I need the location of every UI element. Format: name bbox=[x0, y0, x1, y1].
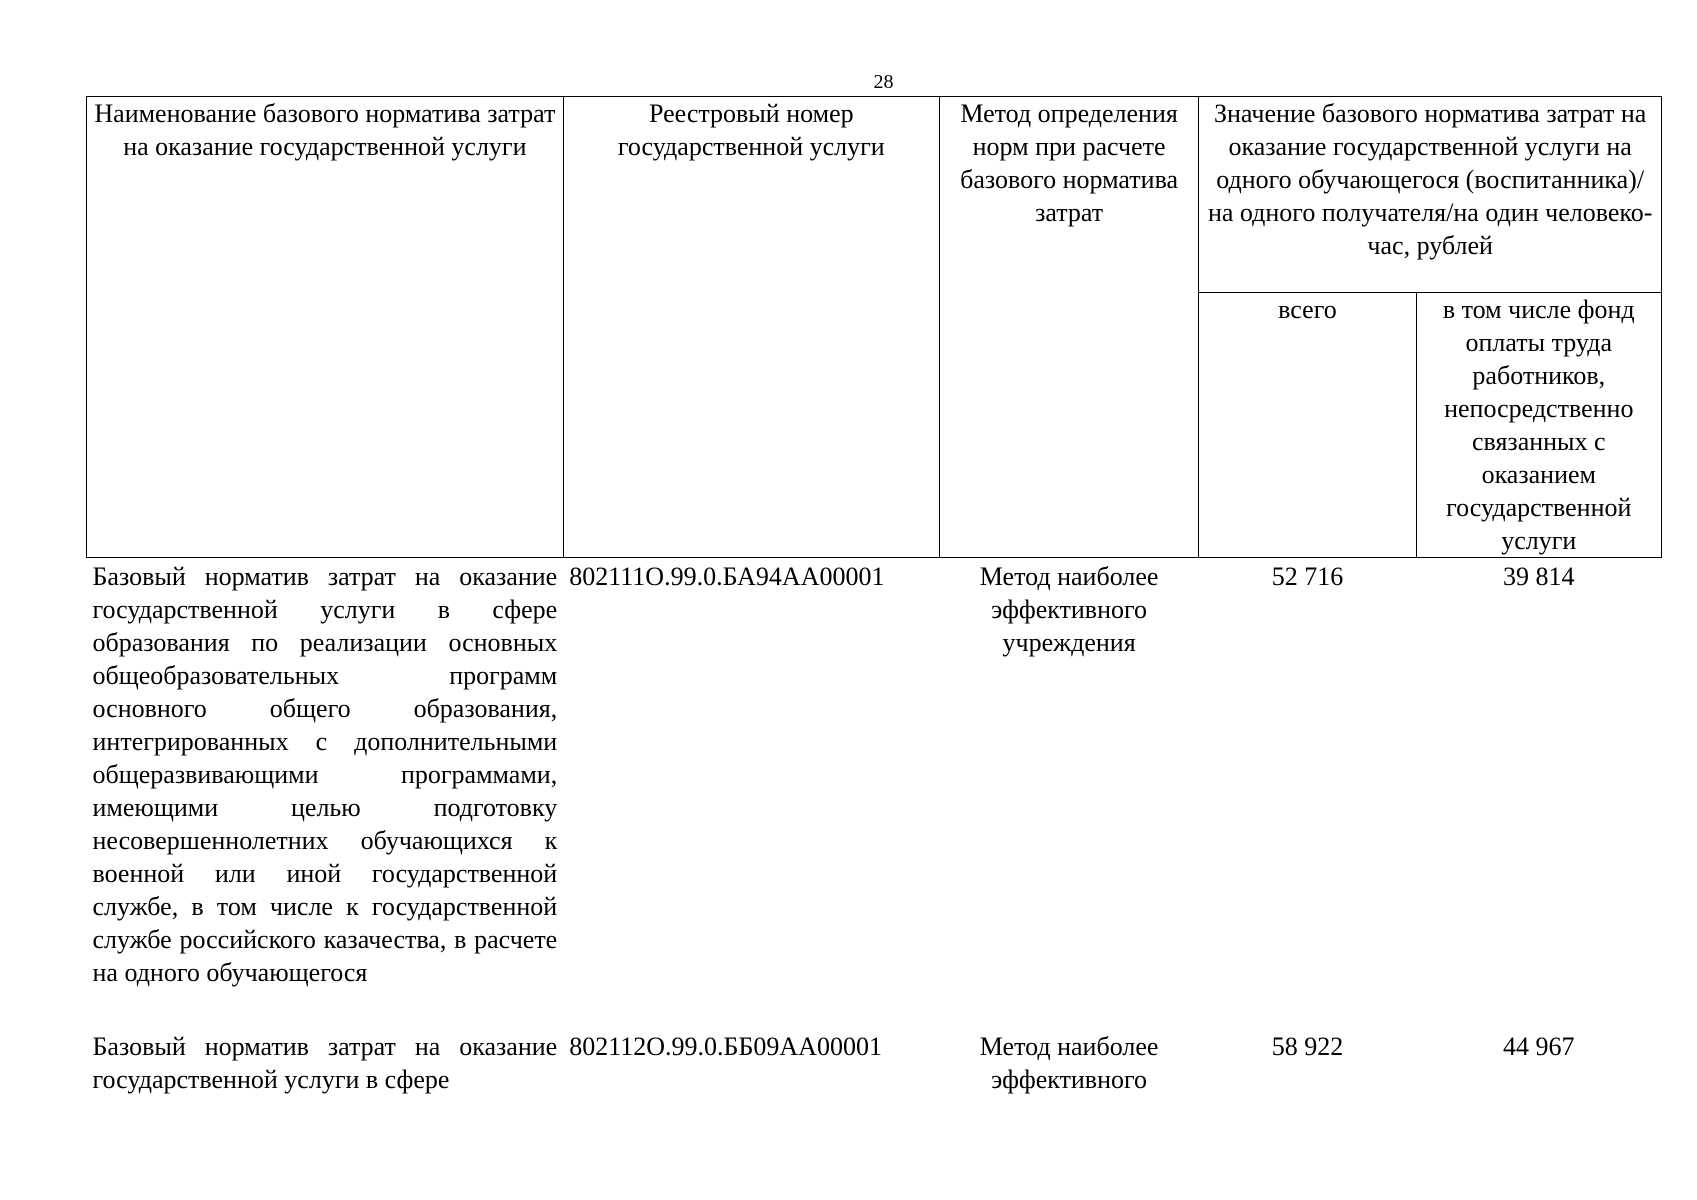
norms-table bbox=[86, 96, 1662, 1096]
row-registry-number: 802111О.99.0.БА94АА00001 bbox=[569, 562, 885, 591]
header-total: всего bbox=[1199, 293, 1416, 558]
page-number: 28 bbox=[873, 71, 894, 93]
row-service-name: Базовый норматив затрат на оказание государственной услуги в сфере образования по реализации основных общеобразовательных программ основного общего образования, интегрированных с дополнительными общеразвивающими программами, имеющими целью подготовку несовершеннолетних обучающихся к военной или иной государственной службе, в том числе к государственной службе российского казачества, в расчете на одного обучающегося bbox=[92, 562, 558, 987]
row-method: Метод наиболее эффективного bbox=[979, 1032, 1159, 1094]
header-registry-number: Реестровый номер государственной услуги bbox=[563, 97, 939, 558]
table-row bbox=[87, 558, 1662, 1018]
table-row bbox=[87, 1017, 1662, 1096]
row-total: 52 716 bbox=[1271, 562, 1344, 591]
header-method: Метод определения норм при расчете базового норматива затрат bbox=[939, 97, 1198, 558]
row-registry-number: 802112О.99.0.ББ09АА00001 bbox=[569, 1032, 882, 1061]
row-payroll: 39 814 bbox=[1503, 562, 1575, 591]
row-method: Метод наиболее эффективного учреждения bbox=[979, 562, 1159, 657]
row-payroll: 44 967 bbox=[1503, 1032, 1575, 1061]
header-payroll: в том числе фонд оплаты труда работников, непосредственно связанных с оказанием государственной услуги bbox=[1416, 293, 1661, 558]
row-service-name: Базовый норматив затрат на оказание государственной услуги в сфере bbox=[92, 1032, 558, 1094]
row-total: 58 922 bbox=[1271, 1032, 1344, 1061]
header-service-name: Наименование базового норматива затрат на оказание государственной услуги bbox=[87, 97, 564, 558]
header-norm-value: Значение базового норматива затрат на оказание государственной услуги на одного обучающегося (воспитанника)/на одного получателя/на один человеко-час, рублей bbox=[1199, 97, 1662, 293]
table-header bbox=[87, 97, 1662, 558]
